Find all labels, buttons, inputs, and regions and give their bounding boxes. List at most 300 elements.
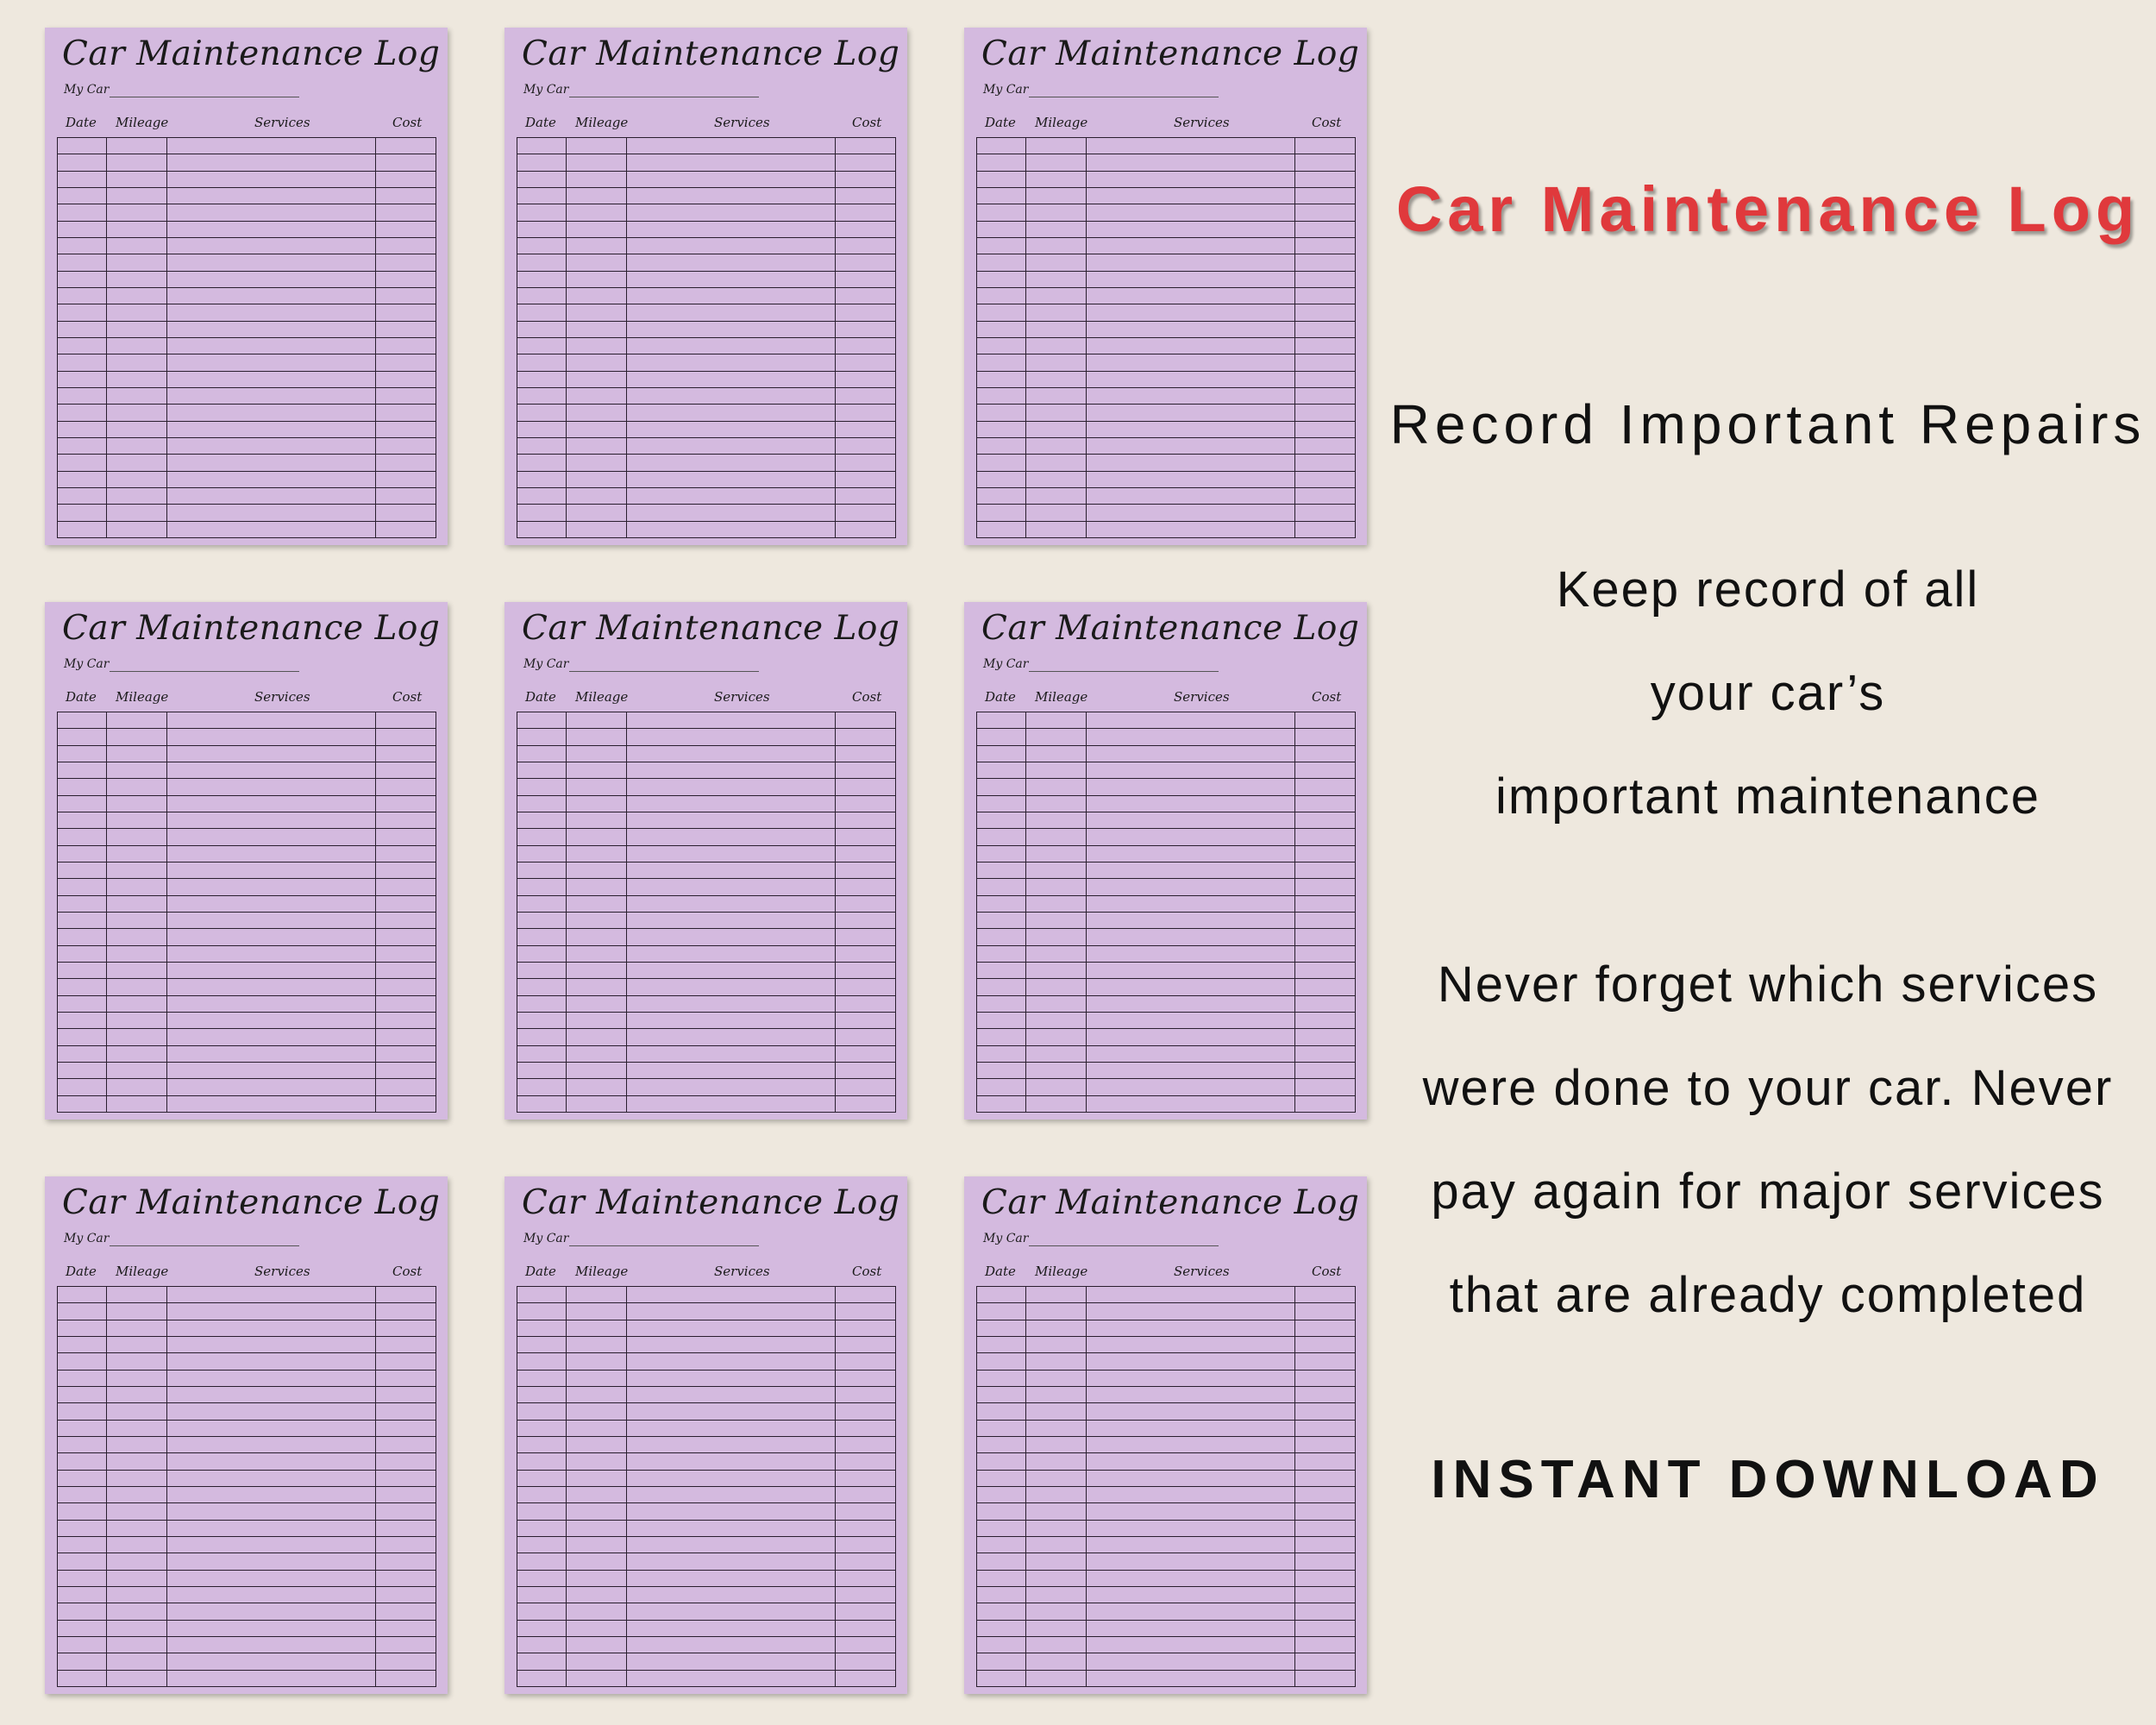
table-cell [1294, 304, 1355, 321]
table-cell [627, 1570, 835, 1586]
table-cell [58, 762, 107, 778]
table-cell [375, 221, 436, 237]
table-cell [58, 812, 107, 828]
table-cell [1087, 1029, 1294, 1045]
table-cell [1087, 1520, 1294, 1536]
table-row [977, 337, 1356, 354]
table-cell [1294, 995, 1355, 1012]
table-cell [835, 354, 895, 371]
table-cell [58, 1586, 107, 1603]
table-cell [627, 455, 835, 471]
table-cell [1087, 1436, 1294, 1452]
table-cell [517, 729, 567, 745]
table-cell [167, 1320, 375, 1336]
table-cell [58, 1045, 107, 1062]
table-row [58, 204, 436, 221]
table-cell [1026, 254, 1087, 271]
table-cell [375, 1553, 436, 1570]
table-cell [1087, 1636, 1294, 1653]
table-cell [58, 1503, 107, 1520]
table-cell [375, 862, 436, 878]
table-cell [375, 1586, 436, 1603]
table-cell [567, 1570, 627, 1586]
table-row [517, 1436, 896, 1452]
table-row [517, 1670, 896, 1686]
table-cell [58, 979, 107, 995]
table-cell [627, 254, 835, 271]
table-cell [375, 1503, 436, 1520]
table-cell [1087, 1095, 1294, 1112]
table-cell [567, 895, 627, 912]
table-cell [167, 1045, 375, 1062]
table-row [58, 1586, 436, 1603]
table-cell [107, 1353, 167, 1370]
table-cell [567, 1486, 627, 1502]
table-row [517, 895, 896, 912]
table-cell [627, 171, 835, 187]
table-cell [167, 154, 375, 171]
table-cell [1087, 1303, 1294, 1320]
table-row [58, 979, 436, 995]
sheet-title: Car Maintenance Log [522, 609, 900, 648]
table-row [58, 812, 436, 828]
table-cell [1026, 521, 1087, 537]
table-cell [1026, 1653, 1087, 1670]
table-cell [1026, 1603, 1087, 1620]
table-cell [58, 505, 107, 521]
table-row [977, 1012, 1356, 1028]
table-cell [107, 138, 167, 154]
table-cell [517, 812, 567, 828]
table-row [58, 421, 436, 437]
table-cell [1026, 271, 1087, 287]
table-cell [58, 1603, 107, 1620]
table-row [977, 795, 1356, 812]
table-cell [1087, 387, 1294, 404]
table-cell [1294, 487, 1355, 504]
table-row [517, 354, 896, 371]
table-cell [1026, 354, 1087, 371]
table-cell [627, 1303, 835, 1320]
sheet-title: Car Maintenance Log [981, 609, 1360, 648]
table-cell [1087, 487, 1294, 504]
table-cell [1026, 1403, 1087, 1420]
table-cell [1087, 829, 1294, 845]
table-cell [835, 1570, 895, 1586]
table-cell [107, 1095, 167, 1112]
table-cell [1026, 437, 1087, 454]
table-cell [517, 1603, 567, 1620]
table-cell [835, 1336, 895, 1352]
table-cell [627, 1095, 835, 1112]
table-cell [1026, 1436, 1087, 1452]
table-cell [1026, 421, 1087, 437]
table-cell [977, 1536, 1026, 1552]
table-row [517, 1403, 896, 1420]
table-cell [835, 1062, 895, 1078]
table-cell [567, 1353, 627, 1370]
table-cell [1026, 1320, 1087, 1336]
table-cell [375, 1436, 436, 1452]
table-cell [567, 1403, 627, 1420]
table-cell [1087, 237, 1294, 254]
table-cell [567, 321, 627, 337]
table-cell [1026, 1586, 1087, 1603]
table-row [58, 1386, 436, 1402]
table-row [517, 995, 896, 1012]
table-row [58, 729, 436, 745]
table-row [517, 795, 896, 812]
table-cell [835, 437, 895, 454]
table-cell [1026, 1079, 1087, 1095]
table-cell [107, 387, 167, 404]
table-cell [835, 1636, 895, 1653]
table-row [58, 1553, 436, 1570]
table-cell [107, 1636, 167, 1653]
table-cell [517, 354, 567, 371]
table-row [517, 829, 896, 845]
table-row [517, 962, 896, 978]
table-cell [977, 1287, 1026, 1303]
table-cell [1087, 1370, 1294, 1386]
table-row [517, 729, 896, 745]
table-cell [567, 337, 627, 354]
table-cell [977, 1386, 1026, 1402]
table-cell [977, 354, 1026, 371]
table-row [977, 138, 1356, 154]
table-cell [977, 945, 1026, 962]
table-cell [167, 712, 375, 729]
table-row [977, 829, 1356, 845]
table-cell [977, 204, 1026, 221]
table-cell [627, 762, 835, 778]
table-cell [1026, 138, 1087, 154]
table-cell [375, 1303, 436, 1320]
table-cell [977, 237, 1026, 254]
table-cell [375, 1403, 436, 1420]
table-cell [517, 862, 567, 878]
table-cell [107, 1436, 167, 1452]
table-cell [167, 437, 375, 454]
table-cell [375, 979, 436, 995]
table-cell [1294, 1436, 1355, 1452]
table-cell [107, 795, 167, 812]
table-cell [107, 1079, 167, 1095]
table-cell [1087, 962, 1294, 978]
table-cell [375, 271, 436, 287]
table-cell [1026, 1470, 1087, 1486]
table-cell [517, 845, 567, 862]
table-cell [107, 254, 167, 271]
table-cell [567, 1636, 627, 1653]
table-cell [167, 729, 375, 745]
log-sheet [505, 1176, 907, 1694]
table-cell [375, 171, 436, 187]
table-cell [977, 1586, 1026, 1603]
table-cell [517, 712, 567, 729]
table-row [977, 1336, 1356, 1352]
table-cell [375, 138, 436, 154]
table-row [517, 138, 896, 154]
table-cell [627, 829, 835, 845]
table-cell [58, 845, 107, 862]
column-header: Mileage [116, 689, 169, 705]
table-row [517, 221, 896, 237]
table-cell [977, 1420, 1026, 1436]
table-cell [107, 895, 167, 912]
table-cell [567, 712, 627, 729]
table-cell [375, 1620, 436, 1636]
log-sheet [45, 1176, 448, 1694]
table-cell [58, 1062, 107, 1078]
table-cell [567, 912, 627, 928]
table-cell [835, 1653, 895, 1670]
table-cell [107, 829, 167, 845]
table-cell [107, 1586, 167, 1603]
table-row [517, 204, 896, 221]
table-cell [107, 171, 167, 187]
log-table [976, 1286, 1356, 1687]
table-cell [375, 287, 436, 304]
table-row [58, 237, 436, 254]
column-header: Services [1174, 1264, 1230, 1279]
table-row [517, 979, 896, 995]
table-cell [627, 521, 835, 537]
table-cell [567, 745, 627, 762]
table-cell [375, 1636, 436, 1653]
table-cell [1294, 154, 1355, 171]
table-cell [977, 421, 1026, 437]
table-cell [627, 387, 835, 404]
table-cell [567, 421, 627, 437]
table-row [977, 1320, 1356, 1336]
table-cell [835, 712, 895, 729]
table-cell [627, 812, 835, 828]
table-cell [977, 1520, 1026, 1536]
table-cell [107, 912, 167, 928]
table-cell [517, 945, 567, 962]
table-cell [58, 487, 107, 504]
table-cell [58, 271, 107, 287]
table-cell [517, 1012, 567, 1028]
table-cell [567, 371, 627, 387]
table-cell [375, 795, 436, 812]
table-cell [1294, 829, 1355, 845]
table-cell [835, 895, 895, 912]
table-cell [567, 1420, 627, 1436]
table-row [977, 1470, 1356, 1486]
table-cell [107, 879, 167, 895]
table-cell [58, 745, 107, 762]
table-cell [835, 1503, 895, 1520]
table-row [517, 521, 896, 537]
table-cell [567, 1536, 627, 1552]
table-cell [567, 1503, 627, 1520]
table-row [517, 879, 896, 895]
table-cell [58, 1353, 107, 1370]
table-cell [835, 1520, 895, 1536]
table-cell [375, 945, 436, 962]
table-cell [107, 287, 167, 304]
table-row [58, 929, 436, 945]
table-cell [517, 1353, 567, 1370]
table-row [977, 455, 1356, 471]
table-cell [627, 1079, 835, 1095]
table-cell [1294, 421, 1355, 437]
table-cell [1087, 1553, 1294, 1570]
table-cell [1294, 1062, 1355, 1078]
table-row [58, 1536, 436, 1552]
table-cell [58, 1079, 107, 1095]
table-row [58, 995, 436, 1012]
block2-line: that are already completed [1449, 1267, 2087, 1323]
table-cell [835, 421, 895, 437]
table-cell [1294, 221, 1355, 237]
column-header: Date [525, 115, 556, 130]
table-cell [517, 762, 567, 778]
table-row [58, 1486, 436, 1502]
table-cell [517, 1029, 567, 1045]
table-cell [627, 1370, 835, 1386]
table-cell [107, 271, 167, 287]
table-cell [107, 371, 167, 387]
table-row [517, 862, 896, 878]
table-cell [167, 1403, 375, 1420]
column-header: Cost [852, 115, 882, 130]
table-cell [627, 354, 835, 371]
table-row [977, 995, 1356, 1012]
table-row [977, 1536, 1356, 1552]
column-header: Mileage [1035, 1264, 1088, 1279]
table-cell [1294, 912, 1355, 928]
table-cell [517, 1470, 567, 1486]
table-cell [1294, 271, 1355, 287]
table-cell [167, 995, 375, 1012]
column-header: Date [985, 1264, 1016, 1279]
table-row [977, 1403, 1356, 1420]
table-cell [58, 1486, 107, 1502]
table-cell [977, 929, 1026, 945]
table-cell [58, 1095, 107, 1112]
table-cell [517, 979, 567, 995]
table-cell [1087, 254, 1294, 271]
column-header: Services [254, 689, 310, 705]
sheet-title: Car Maintenance Log [62, 34, 441, 73]
table-cell [627, 271, 835, 287]
table-cell [517, 1520, 567, 1536]
table-row [58, 321, 436, 337]
table-cell [517, 1536, 567, 1552]
table-cell [107, 762, 167, 778]
table-cell [107, 1062, 167, 1078]
log-sheet [964, 28, 1367, 545]
table-cell [1087, 712, 1294, 729]
table-row [977, 154, 1356, 171]
table-cell [107, 845, 167, 862]
table-cell [1087, 1470, 1294, 1486]
table-cell [835, 1620, 895, 1636]
table-row [977, 1586, 1356, 1603]
table-cell [375, 437, 436, 454]
table-cell [1087, 1453, 1294, 1470]
table-cell [567, 387, 627, 404]
table-row [977, 712, 1356, 729]
table-cell [977, 1079, 1026, 1095]
table-cell [375, 1336, 436, 1352]
table-row [517, 1620, 896, 1636]
table-cell [835, 138, 895, 154]
table-cell [517, 237, 567, 254]
table-cell [517, 254, 567, 271]
table-cell [1294, 845, 1355, 862]
table-cell [1026, 1453, 1087, 1470]
table-cell [58, 1470, 107, 1486]
table-row [977, 862, 1356, 878]
table-cell [1026, 1386, 1087, 1402]
table-cell [1087, 912, 1294, 928]
table-cell [1026, 487, 1087, 504]
table-cell [107, 321, 167, 337]
column-header: Cost [1312, 689, 1342, 705]
table-row [977, 1062, 1356, 1078]
table-cell [567, 962, 627, 978]
table-cell [835, 254, 895, 271]
table-row [517, 1503, 896, 1520]
table-cell [1087, 995, 1294, 1012]
table-cell [167, 1095, 375, 1112]
table-cell [1026, 337, 1087, 354]
table-cell [375, 1353, 436, 1370]
table-cell [58, 221, 107, 237]
table-cell [977, 1636, 1026, 1653]
table-cell [517, 912, 567, 928]
table-cell [1087, 979, 1294, 995]
table-row [58, 1403, 436, 1420]
table-cell [567, 487, 627, 504]
table-cell [375, 912, 436, 928]
table-cell [1294, 1486, 1355, 1502]
table-cell [835, 171, 895, 187]
table-cell [835, 1536, 895, 1552]
table-cell [167, 1603, 375, 1620]
table-cell [977, 271, 1026, 287]
table-row [58, 1079, 436, 1095]
table-cell [567, 1670, 627, 1686]
table-cell [567, 979, 627, 995]
table-cell [517, 387, 567, 404]
table-row [58, 1062, 436, 1078]
table-cell [167, 1486, 375, 1502]
my-car-label: My Car [983, 657, 1029, 671]
table-row [977, 1353, 1356, 1370]
table-cell [835, 337, 895, 354]
table-row [58, 138, 436, 154]
table-cell [977, 1436, 1026, 1452]
table-row [58, 1420, 436, 1436]
table-cell [627, 1586, 835, 1603]
table-cell [567, 1336, 627, 1352]
table-row [58, 387, 436, 404]
table-cell [517, 221, 567, 237]
table-cell [1026, 795, 1087, 812]
table-cell [977, 712, 1026, 729]
table-cell [627, 1553, 835, 1570]
table-cell [517, 187, 567, 204]
table-cell [1294, 812, 1355, 828]
table-cell [1026, 1636, 1087, 1653]
table-cell [627, 879, 835, 895]
table-cell [1026, 1553, 1087, 1570]
